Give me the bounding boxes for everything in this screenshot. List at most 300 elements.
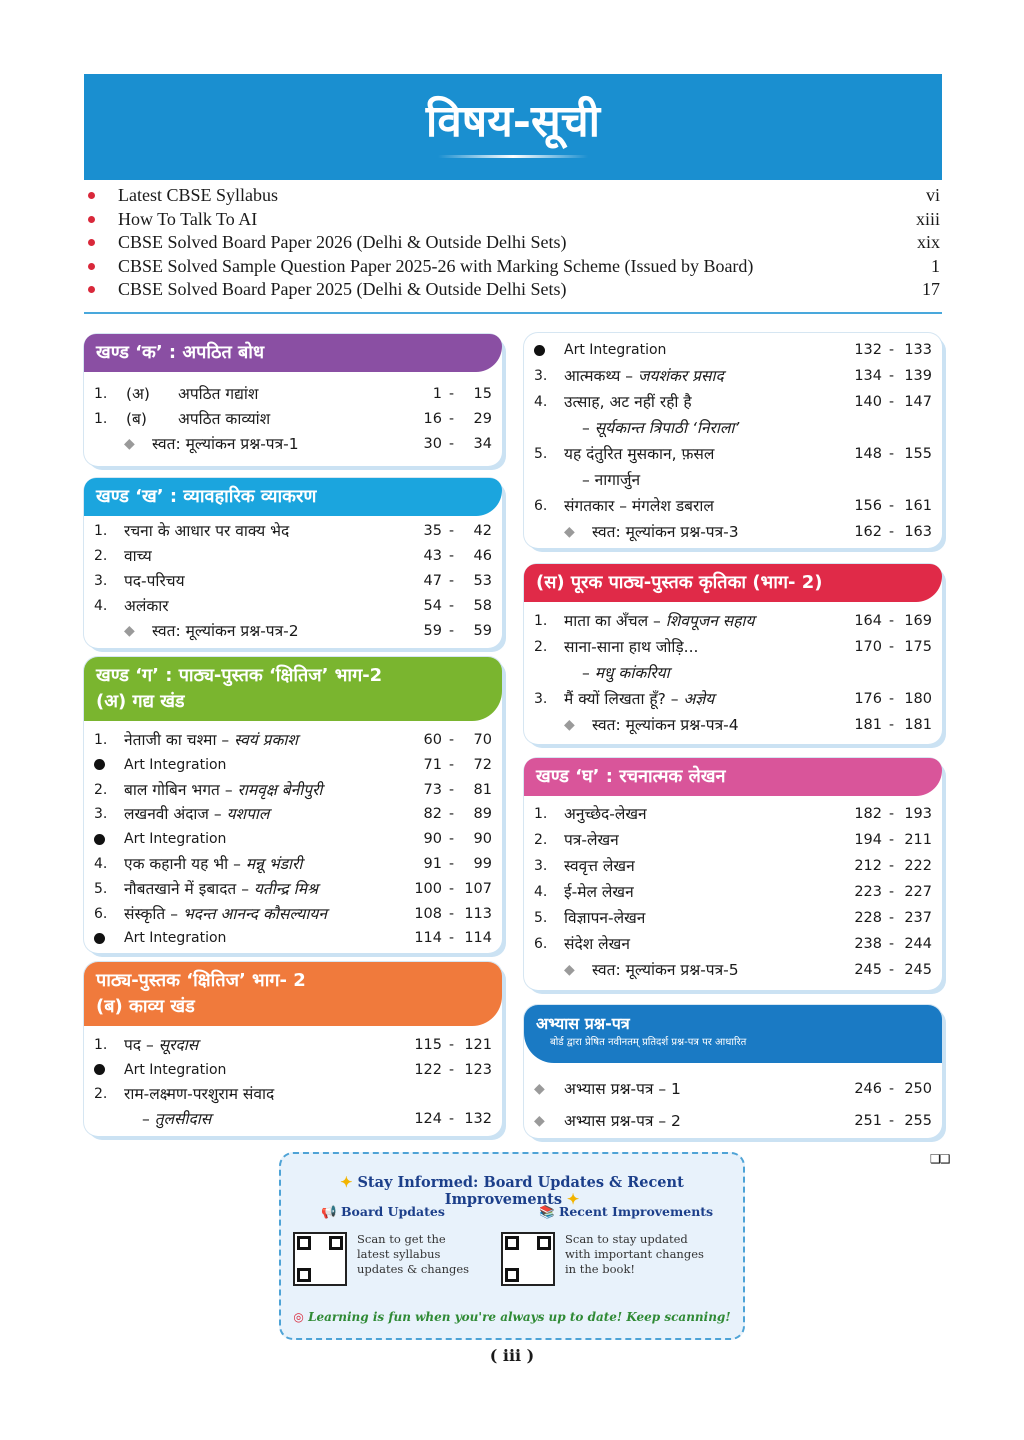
item-title — [564, 854, 635, 879]
item-title-text: Art Integration — [564, 342, 667, 358]
item-author: भदन्त आनन्द कौसल्यायन — [182, 904, 328, 923]
toc-row — [524, 802, 942, 827]
item-number: 2. — [94, 1086, 108, 1102]
page-dash: - — [888, 342, 894, 358]
item-title — [124, 778, 322, 803]
page-from: 164 — [854, 613, 882, 629]
page-from: 170 — [854, 639, 882, 655]
recent-improvements-text: Scan to stay updated with important changes in the book! — [565, 1232, 704, 1276]
page-from: 134 — [854, 368, 882, 384]
page-dash: - — [888, 368, 894, 384]
item-title-text: Art Integration — [124, 756, 227, 773]
page-to: 193 — [904, 806, 932, 822]
item-title-text: वाच्य — [124, 547, 152, 565]
page-dash: - — [448, 732, 454, 748]
section-title: खण्ड ‘ग’ : पाठ्य-पुस्तक ‘क्षितिज’ भाग-2 — [96, 665, 383, 686]
page-dash: - — [448, 831, 454, 848]
item-title — [564, 906, 645, 931]
page-from: 212 — [854, 858, 882, 874]
page-from: 73 — [423, 781, 442, 798]
item-title-text: स्वत: मूल्यांकन प्रश्न-पत्र-1 — [152, 435, 299, 453]
page-from: 124 — [414, 1110, 442, 1127]
item-title-text: पद – — [124, 1036, 154, 1054]
item-title — [564, 442, 714, 467]
item-title — [152, 432, 299, 457]
page-dash: - — [888, 806, 894, 822]
page-from: 140 — [854, 394, 882, 410]
item-title — [564, 494, 714, 519]
page-dash: - — [888, 639, 894, 655]
page-to: 70 — [473, 732, 492, 748]
item-title-text: – — [142, 1109, 150, 1128]
item-title-text: स्वत: मूल्यांकन प्रश्न-पत्र-4 — [592, 716, 739, 734]
page-from: 251 — [854, 1113, 882, 1129]
toc-row — [524, 828, 942, 853]
page-to: 46 — [473, 548, 492, 564]
item-title — [124, 753, 226, 778]
item-title-text: स्वत: मूल्यांकन प्रश्न-पत्र-2 — [152, 622, 299, 640]
section-subtitle: (अ) गद्य खंड — [96, 691, 185, 712]
item-title-text: संगतकार – मंगलेश डबराल — [564, 497, 714, 515]
item-title-text: Art Integration — [124, 930, 227, 947]
page-to: 58 — [473, 598, 492, 614]
qr-panel-title — [281, 1174, 743, 1208]
toc-row — [84, 1033, 502, 1058]
intro-page: xix — [916, 232, 940, 252]
page-to: 227 — [904, 884, 932, 900]
intro-page: 1 — [931, 255, 940, 276]
item-author: रामवृक्ष बेनीपुरी — [237, 780, 323, 799]
page-to: 107 — [464, 880, 492, 897]
toc-row — [84, 382, 502, 407]
item-title — [564, 1109, 681, 1134]
page-to: 121 — [464, 1037, 492, 1053]
intro-item — [84, 278, 942, 302]
page-from: 115 — [414, 1037, 442, 1053]
intro-item — [84, 184, 942, 208]
toc-row — [524, 958, 942, 983]
page-to: 59 — [473, 623, 492, 639]
page-from: 54 — [423, 598, 442, 614]
page-from: 47 — [423, 573, 442, 589]
end-mark: ❑❑ — [930, 1152, 950, 1166]
toc-row — [84, 802, 502, 827]
megaphone-icon: 📢 — [321, 1204, 337, 1219]
item-author: मन्नू भंडारी — [245, 855, 303, 873]
item-title-text: रचना के आधार पर वाक्य भेद — [124, 522, 290, 540]
toc-row — [524, 468, 942, 493]
toc-row — [84, 619, 502, 644]
section-title: खण्ड ‘घ’ : रचनात्मक लेखन — [536, 766, 726, 787]
item-title — [124, 877, 318, 902]
page-dash: - — [448, 1037, 454, 1053]
page-from: 181 — [854, 717, 882, 733]
bullet-icon — [94, 827, 105, 852]
item-title — [124, 802, 269, 827]
page-dash: - — [448, 781, 454, 798]
item-title-text: स्ववृत्त लेखन — [564, 857, 635, 875]
bullet-icon — [94, 926, 105, 951]
intro-page: xiii — [915, 208, 940, 229]
page-dash: - — [448, 756, 454, 773]
page-from: 228 — [854, 910, 882, 926]
page-to: 113 — [464, 905, 492, 922]
item-title — [564, 338, 666, 363]
page-to: 90 — [473, 831, 492, 848]
item-author: स्वयं प्रकाश — [234, 731, 298, 749]
section-gha — [524, 758, 942, 990]
item-title-text: अनुच्छेद-लेखन — [564, 805, 647, 823]
item-author: जयशंकर प्रसाद — [637, 367, 724, 385]
page-dash: - — [888, 394, 894, 410]
page-from: 30 — [423, 436, 442, 452]
recent-improvements-heading — [539, 1204, 713, 1220]
item-title-text: आत्मकथ्य – — [564, 367, 634, 385]
item-title-text: Art Integration — [124, 831, 227, 848]
item-author: यशपाल — [226, 805, 270, 824]
page-dash: - — [448, 806, 454, 823]
page-from: 194 — [854, 832, 882, 848]
intro-list — [84, 184, 942, 302]
page-to: 114 — [464, 930, 492, 947]
page-to: 132 — [464, 1110, 492, 1127]
toc-row — [84, 1058, 502, 1083]
section-header — [84, 478, 502, 516]
bullet-dot — [94, 759, 105, 770]
page-from: 59 — [423, 623, 442, 639]
item-title-text: अपठित काव्यांश — [178, 410, 271, 428]
item-title-text: नौबतखाने में इबादत – — [124, 879, 249, 898]
item-title — [564, 1077, 681, 1102]
item-number: 6. — [534, 936, 548, 952]
section-subtitle: (ब) काव्य खंड — [96, 996, 195, 1017]
toc-row — [524, 713, 942, 738]
bullet-dot — [94, 933, 105, 944]
page-from: 176 — [854, 691, 882, 707]
page-dash: - — [888, 910, 894, 926]
item-title-text: माता का अँचल – — [564, 612, 661, 630]
page-dash: - — [448, 386, 454, 402]
item-title — [142, 1107, 211, 1132]
board-updates-label: Board Updates — [340, 1204, 445, 1219]
item-title-text: स्वत: मूल्यांकन प्रश्न-पत्र-3 — [592, 523, 739, 541]
item-title — [592, 520, 739, 545]
toc-row — [524, 635, 942, 660]
section-abhyas — [524, 1005, 942, 1138]
sparkle-icon: ✦ — [340, 1174, 353, 1191]
toc-row — [524, 906, 942, 931]
page-dash: - — [448, 880, 454, 897]
page-from: 71 — [423, 756, 442, 773]
item-title-text: अभ्यास प्रश्न-पत्र – 1 — [564, 1080, 681, 1098]
page-from: 162 — [854, 524, 882, 540]
toc-row — [84, 569, 502, 594]
item-title — [178, 407, 270, 432]
item-title-text: ई-मेल लेखन — [564, 883, 634, 901]
page-dash: - — [888, 524, 894, 540]
item-title-text: यह दंतुरित मुसकान, फ़सल — [564, 445, 715, 463]
section-header — [84, 334, 502, 372]
page-from: 223 — [854, 884, 882, 900]
item-title-text: उत्साह, अट नहीं रही है — [564, 393, 692, 411]
item-title — [564, 390, 692, 415]
page-to: 72 — [473, 756, 492, 773]
qr-footer-text: Learning is fun when you're always up to date! Keep scanning! — [308, 1310, 731, 1324]
item-title-text: अभ्यास प्रश्न-पत्र – 2 — [564, 1112, 681, 1130]
bullet-icon — [534, 338, 545, 363]
page-to: 42 — [473, 523, 492, 539]
toc-row — [524, 932, 942, 957]
page-to: 81 — [473, 781, 492, 798]
item-title-text: – — [582, 419, 590, 437]
books-icon: 📚 — [539, 1204, 555, 1219]
page-to: 169 — [904, 613, 932, 629]
bullet-dot — [94, 1064, 105, 1075]
board-updates-heading — [321, 1204, 445, 1220]
page-dash: - — [448, 1061, 454, 1078]
diamond-icon: ◆ — [124, 436, 135, 452]
item-number: 1. — [94, 732, 108, 748]
item-title — [582, 661, 670, 686]
page-dash: - — [888, 1081, 894, 1097]
item-title — [124, 544, 152, 569]
recent-improvements-qr[interactable] — [501, 1232, 555, 1286]
item-title — [124, 519, 289, 544]
bullet-icon — [94, 753, 105, 778]
page-from: 91 — [423, 856, 442, 872]
page-to: 133 — [904, 342, 932, 358]
toc-row — [84, 827, 502, 852]
item-title-text: मैं क्यों लिखता हूँ? – — [564, 690, 679, 708]
item-number: 1. — [534, 806, 548, 822]
page-dash: - — [888, 832, 894, 848]
section-header — [84, 962, 502, 1026]
toc-row — [524, 880, 942, 905]
page-from: 60 — [423, 732, 442, 748]
diamond-icon: ◆ — [534, 1081, 545, 1097]
section-title: पाठ्य-पुस्तक ‘क्षितिज’ भाग- 2 — [96, 970, 306, 991]
intro-page: 17 — [922, 279, 940, 299]
page-from: 246 — [854, 1081, 882, 1097]
toc-row — [84, 753, 502, 778]
section-kritika — [524, 564, 942, 744]
item-number: 5. — [94, 880, 108, 897]
item-author: अज्ञेय — [683, 690, 715, 708]
intro-label: Latest CBSE Syllabus — [118, 185, 279, 205]
intro-item — [84, 255, 942, 279]
item-title — [124, 1082, 274, 1107]
intro-label: How To Talk To AI — [118, 208, 258, 229]
bullet-dot — [94, 834, 105, 845]
item-author: मधु कांकरिया — [594, 664, 670, 682]
item-title — [564, 687, 714, 712]
item-number: 1. — [94, 523, 108, 539]
item-number: 2. — [534, 832, 548, 848]
page-from: 1 — [432, 386, 442, 402]
page-dash: - — [888, 858, 894, 874]
item-number: 3. — [94, 806, 108, 823]
item-title — [152, 619, 299, 644]
item-title-text: राम-लक्ष्मण-परशुराम संवाद — [124, 1085, 275, 1103]
toc-row — [84, 902, 502, 927]
page-dash: - — [448, 573, 454, 589]
item-sub: (ब) — [126, 410, 147, 428]
toc-row — [84, 877, 502, 902]
section-header — [524, 1005, 942, 1063]
qr-footer — [281, 1310, 743, 1324]
item-title — [124, 852, 302, 877]
page-to: 53 — [473, 573, 492, 589]
title-underline — [438, 155, 588, 158]
toc-row — [524, 338, 942, 363]
page-to: 245 — [904, 962, 932, 978]
item-number: 3. — [534, 691, 548, 707]
page-to: 15 — [473, 386, 492, 402]
diamond-icon: ◆ — [564, 524, 575, 540]
page-dash: - — [888, 1113, 894, 1129]
item-title — [564, 880, 634, 905]
section-title: अभ्यास प्रश्न-पत्र — [536, 1014, 630, 1033]
item-title — [564, 932, 630, 957]
toc-row — [524, 364, 942, 389]
page-dash: - — [888, 717, 894, 733]
divider — [84, 312, 942, 314]
toc-row — [524, 609, 942, 634]
page-dash: - — [888, 446, 894, 462]
item-number: 1. — [94, 411, 108, 427]
toc-row — [524, 390, 942, 415]
page-from: 132 — [854, 342, 882, 358]
item-author: सूर्यकान्त त्रिपाठी ‘निराला’ — [594, 419, 740, 437]
page-from: 100 — [414, 880, 442, 897]
item-title — [564, 802, 647, 827]
page-to: 237 — [904, 910, 932, 926]
section-header — [524, 564, 942, 602]
item-number: 3. — [534, 858, 548, 874]
page-dash: - — [888, 691, 894, 707]
item-number: 6. — [534, 498, 548, 514]
item-title-text: संदेश लेखन — [564, 935, 630, 953]
toc-row — [84, 1082, 502, 1107]
item-title — [564, 828, 619, 853]
section-header — [524, 758, 942, 796]
item-title-text: अलंकार — [124, 597, 169, 615]
page-from: 90 — [423, 831, 442, 848]
item-title-text: साना-साना हाथ जोड़ि... — [564, 638, 699, 656]
item-title — [582, 416, 739, 441]
page-dash: - — [448, 411, 454, 427]
item-number: 4. — [534, 884, 548, 900]
page-to: 211 — [904, 832, 932, 848]
page-from: 245 — [854, 962, 882, 978]
item-title-text: पत्र-लेखन — [564, 831, 619, 849]
section-title: खण्ड ‘ख’ : व्यावहारिक व्याकरण — [96, 486, 317, 507]
item-author: यतीन्द्र मिश्र — [253, 879, 318, 898]
diamond-icon: ◆ — [534, 1113, 545, 1129]
page-from: 122 — [414, 1061, 442, 1078]
item-number: 5. — [534, 910, 548, 926]
section-kavya — [84, 962, 502, 1136]
qr-title-text: Stay Informed: Board Updates & Recent Improvements — [357, 1174, 684, 1208]
page-from: 182 — [854, 806, 882, 822]
section-ka — [84, 334, 502, 466]
toc-row — [84, 926, 502, 951]
item-title — [592, 958, 739, 983]
toc-row — [524, 661, 942, 686]
toc-row — [84, 407, 502, 432]
page-dash: - — [888, 613, 894, 629]
intro-item — [84, 208, 942, 232]
item-title-text: अपठित गद्यांश — [178, 385, 259, 403]
toc-row — [84, 432, 502, 457]
item-number: 6. — [94, 905, 108, 922]
item-title-text: नेताजी का चश्मा – — [124, 731, 230, 749]
page-dash: - — [448, 548, 454, 564]
item-title-text: संस्कृति – — [124, 904, 178, 923]
section-title: (स) पूरक पाठ्य-पुस्तक कृतिका (भाग- 2) — [536, 572, 823, 593]
page-to: 255 — [904, 1113, 932, 1129]
page-from: 43 — [423, 548, 442, 564]
page-dash: - — [448, 905, 454, 922]
item-author: शिवपूजन सहाय — [665, 612, 755, 630]
page-dash: - — [448, 436, 454, 452]
toc-row — [84, 852, 502, 877]
page-dash: - — [448, 523, 454, 539]
item-number: 4. — [534, 394, 548, 410]
intro-item — [84, 231, 942, 255]
toc-header — [84, 74, 942, 180]
intro-label: CBSE Solved Board Paper 2025 (Delhi & Outside Delhi Sets) — [118, 279, 567, 299]
toc-row — [84, 1107, 502, 1132]
item-title-text: विज्ञापन-लेखन — [564, 909, 646, 927]
page-to: 147 — [904, 394, 932, 410]
page-to: 89 — [473, 806, 492, 823]
item-title — [564, 609, 754, 634]
toc-row — [524, 687, 942, 712]
page-from: 148 — [854, 446, 882, 462]
item-author: सूरदास — [158, 1036, 199, 1054]
page-to: 155 — [904, 446, 932, 462]
toc-row — [84, 594, 502, 619]
page-dash: - — [448, 598, 454, 614]
page-number: ( iii ) — [489, 1346, 535, 1365]
item-title — [564, 364, 724, 389]
item-title-text: पद-परिचय — [124, 572, 185, 590]
page-dash: - — [448, 623, 454, 639]
item-title — [124, 1058, 226, 1083]
diamond-icon: ◆ — [124, 623, 135, 639]
item-number: 5. — [534, 446, 548, 462]
page-from: 238 — [854, 936, 882, 952]
board-updates-qr[interactable] — [293, 1232, 347, 1286]
item-title — [124, 926, 226, 951]
page-to: 123 — [464, 1061, 492, 1078]
item-title — [564, 635, 698, 660]
page-to: 163 — [904, 524, 932, 540]
item-number: 2. — [534, 639, 548, 655]
item-title — [124, 1033, 198, 1058]
page-from: 16 — [423, 411, 442, 427]
item-number: 1. — [94, 386, 108, 402]
section-subtitle: बोर्ड द्वारा प्रेषित नवीनतम् प्रतिदर्श प्रश्न-पत्र पर आधारित — [550, 1037, 747, 1048]
page-from: 35 — [423, 523, 442, 539]
qr-panel — [279, 1152, 745, 1340]
item-title — [178, 382, 258, 407]
page-dash: - — [888, 498, 894, 514]
recent-improvements-label: Recent Improvements — [558, 1204, 714, 1219]
page-from: 114 — [414, 930, 442, 947]
toc-row — [524, 416, 942, 441]
